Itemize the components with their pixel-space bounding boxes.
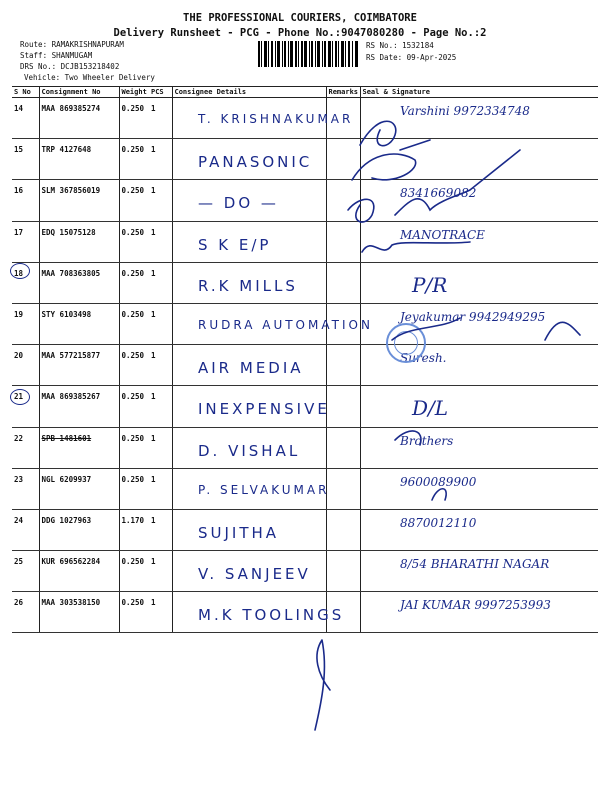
row-sno: 20 (12, 345, 39, 386)
table-header-row (12, 87, 598, 98)
row-pcs: 1 (149, 180, 172, 221)
row-consignment-no: NGL 6209937 (39, 468, 119, 509)
row-remarks-cell (326, 180, 360, 221)
row-pcs: 1 (149, 509, 172, 550)
handwritten-consignee-name: PANASONIC (198, 153, 313, 172)
row-signature-cell (360, 468, 598, 509)
row-remarks-cell (326, 551, 360, 592)
handwritten-signature-text: D/L (412, 396, 449, 421)
handwritten-consignee-name: T. KRISHNAKUMAR (198, 112, 354, 126)
row-pcs: 1 (149, 262, 172, 303)
handwritten-signature-text: P/R (412, 272, 448, 297)
handwritten-signature-text: 9600089900 (400, 474, 477, 489)
row-remarks-cell (326, 386, 360, 427)
row-pcs: 1 (149, 551, 172, 592)
row-weight: 0.250 (119, 345, 149, 386)
row-remarks-cell (326, 509, 360, 550)
row-sno: 15 (12, 139, 39, 180)
row-sno: 26 (12, 592, 39, 633)
handwritten-consignee-name: RUDRA AUTOMATION (198, 318, 373, 332)
table-row (12, 509, 598, 550)
company-seal-stamp (386, 323, 426, 363)
table-row (12, 262, 598, 303)
header-consignee: Consignee Details (172, 87, 326, 98)
row-weight: 0.250 (119, 139, 149, 180)
row-sno: 23 (12, 468, 39, 509)
handwritten-consignee-name: D. VISHAL (198, 441, 301, 460)
row-pcs: 1 (149, 139, 172, 180)
handwritten-signature-text: Varshini 9972334748 (400, 104, 530, 118)
handwritten-consignee-name: M.K TOOLINGS (198, 606, 345, 625)
handwritten-consignee-name: — DO — (198, 194, 279, 213)
handwritten-signature-text: Brothers (400, 433, 454, 448)
row-sno: 18 (12, 262, 39, 303)
row-consignment-no: MAA 869385267 (39, 386, 119, 427)
row-pcs: 1 (149, 221, 172, 262)
row-consignment-no: KUR 696562284 (39, 551, 119, 592)
header-weight: Weight (119, 87, 149, 98)
row-pcs: 1 (149, 468, 172, 509)
row-signature-cell (360, 427, 598, 468)
header-pcs: PCS (149, 87, 172, 98)
row-weight: 0.250 (119, 221, 149, 262)
header-consignment: Consignment No (39, 87, 119, 98)
row-remarks-cell (326, 345, 360, 386)
row-sno: 16 (12, 180, 39, 221)
row-weight: 0.250 (119, 592, 149, 633)
row-pcs: 1 (149, 98, 172, 139)
row-remarks-cell (326, 468, 360, 509)
row-consignment-no: STY 6103498 (39, 303, 119, 344)
handwritten-signature-text: JAI KUMAR 9997253993 (400, 598, 551, 613)
row-consignment-no: MAA 869385274 (39, 98, 119, 139)
handwritten-circle-mark (10, 389, 30, 405)
handwritten-circle-mark (10, 263, 30, 279)
handwritten-consignee-name: SUJITHA (198, 524, 280, 542)
table-row (12, 345, 598, 386)
row-remarks-cell (326, 139, 360, 180)
row-weight: 0.250 (119, 98, 149, 139)
handwritten-consignee-name: V. SANJEEV (198, 565, 311, 584)
row-consignment-no: DDG 1027963 (39, 509, 119, 550)
row-remarks-cell (326, 221, 360, 262)
runsheet-subtitle: Delivery Runsheet - PCG - Phone No.:9047080280 - Page No.:2 (113, 27, 487, 39)
row-sno: 25 (12, 551, 39, 592)
row-sno: 19 (12, 303, 39, 344)
row-signature-cell (360, 139, 598, 180)
row-consignment-no: EDQ 15075128 (39, 221, 119, 262)
handwritten-signature-text: Suresh. (400, 351, 447, 366)
row-consignment-no: MAA 708363805 (39, 262, 119, 303)
row-consignment-no: MAA 577215877 (39, 345, 119, 386)
row-sno: 17 (12, 221, 39, 262)
row-weight: 0.250 (119, 427, 149, 468)
header-seal-signature: Seal & Signature (360, 87, 598, 98)
table-row (12, 427, 598, 468)
row-sno: 24 (12, 509, 39, 550)
row-pcs: 1 (149, 592, 172, 633)
row-signature-cell (360, 262, 598, 303)
row-consignment-no: TRP 4127648 (39, 139, 119, 180)
vehicle-label: Vehicle: Two Wheeler Delivery (24, 73, 155, 82)
row-weight: 0.250 (119, 551, 149, 592)
row-signature-cell (360, 509, 598, 550)
row-consignment-no: MAA 303538150 (39, 592, 119, 633)
row-consignment-no: SLM 367856019 (39, 180, 119, 221)
handwritten-signature-text: 8/54 BHARATHI NAGAR (400, 557, 550, 572)
row-pcs: 1 (149, 427, 172, 468)
handwritten-consignee-name: R.K MILLS (198, 276, 298, 295)
handwritten-consignee-name: P. SELVAKUMAR (198, 482, 330, 497)
handwritten-consignee-name: INEXPENSIVE (198, 400, 330, 419)
row-weight: 0.250 (119, 386, 149, 427)
table-row (12, 180, 598, 221)
row-sno: 22 (12, 427, 39, 468)
handwritten-signature-text: MANOTRACE (400, 227, 485, 242)
barcode-image (258, 41, 358, 67)
drs-number: DRS No.: DCJB153218402 (20, 62, 120, 71)
header-sno: S No (12, 87, 39, 98)
row-pcs: 1 (149, 386, 172, 427)
header-remarks: Remarks (326, 87, 360, 98)
handwritten-consignee-name: S K E/P (198, 235, 272, 254)
row-weight: 1.170 (119, 509, 149, 550)
row-weight: 0.250 (119, 303, 149, 344)
row-remarks-cell (326, 262, 360, 303)
handwritten-signature-text: 8870012110 (400, 516, 477, 530)
staff-label: Staff: SHANMUGAM (20, 51, 93, 60)
row-sno: 14 (12, 98, 39, 139)
company-title: THE PROFESSIONAL COURIERS, COIMBATORE (183, 12, 417, 24)
handwritten-signature-text: Jeyakumar 9942949295 (400, 310, 546, 324)
row-signature-cell (360, 386, 598, 427)
row-signature-cell (360, 180, 598, 221)
row-weight: 0.250 (119, 468, 149, 509)
table-row (12, 221, 598, 262)
row-weight: 0.250 (119, 180, 149, 221)
rs-number: RS No.: 1532184 (366, 41, 434, 50)
row-remarks-cell (326, 427, 360, 468)
route-label: Route: RAMAKRISHNAPURAM (20, 40, 124, 49)
handwritten-signature-text: 8341669082 (400, 186, 477, 201)
row-weight: 0.250 (119, 262, 149, 303)
row-pcs: 1 (149, 303, 172, 344)
rs-date: RS Date: 09-Apr-2025 (366, 53, 457, 62)
row-sno: 21 (12, 386, 39, 427)
row-consignment-no: SPB 1481601 (39, 427, 119, 468)
handwritten-consignee-name: AIR MEDIA (198, 359, 304, 378)
row-pcs: 1 (149, 345, 172, 386)
